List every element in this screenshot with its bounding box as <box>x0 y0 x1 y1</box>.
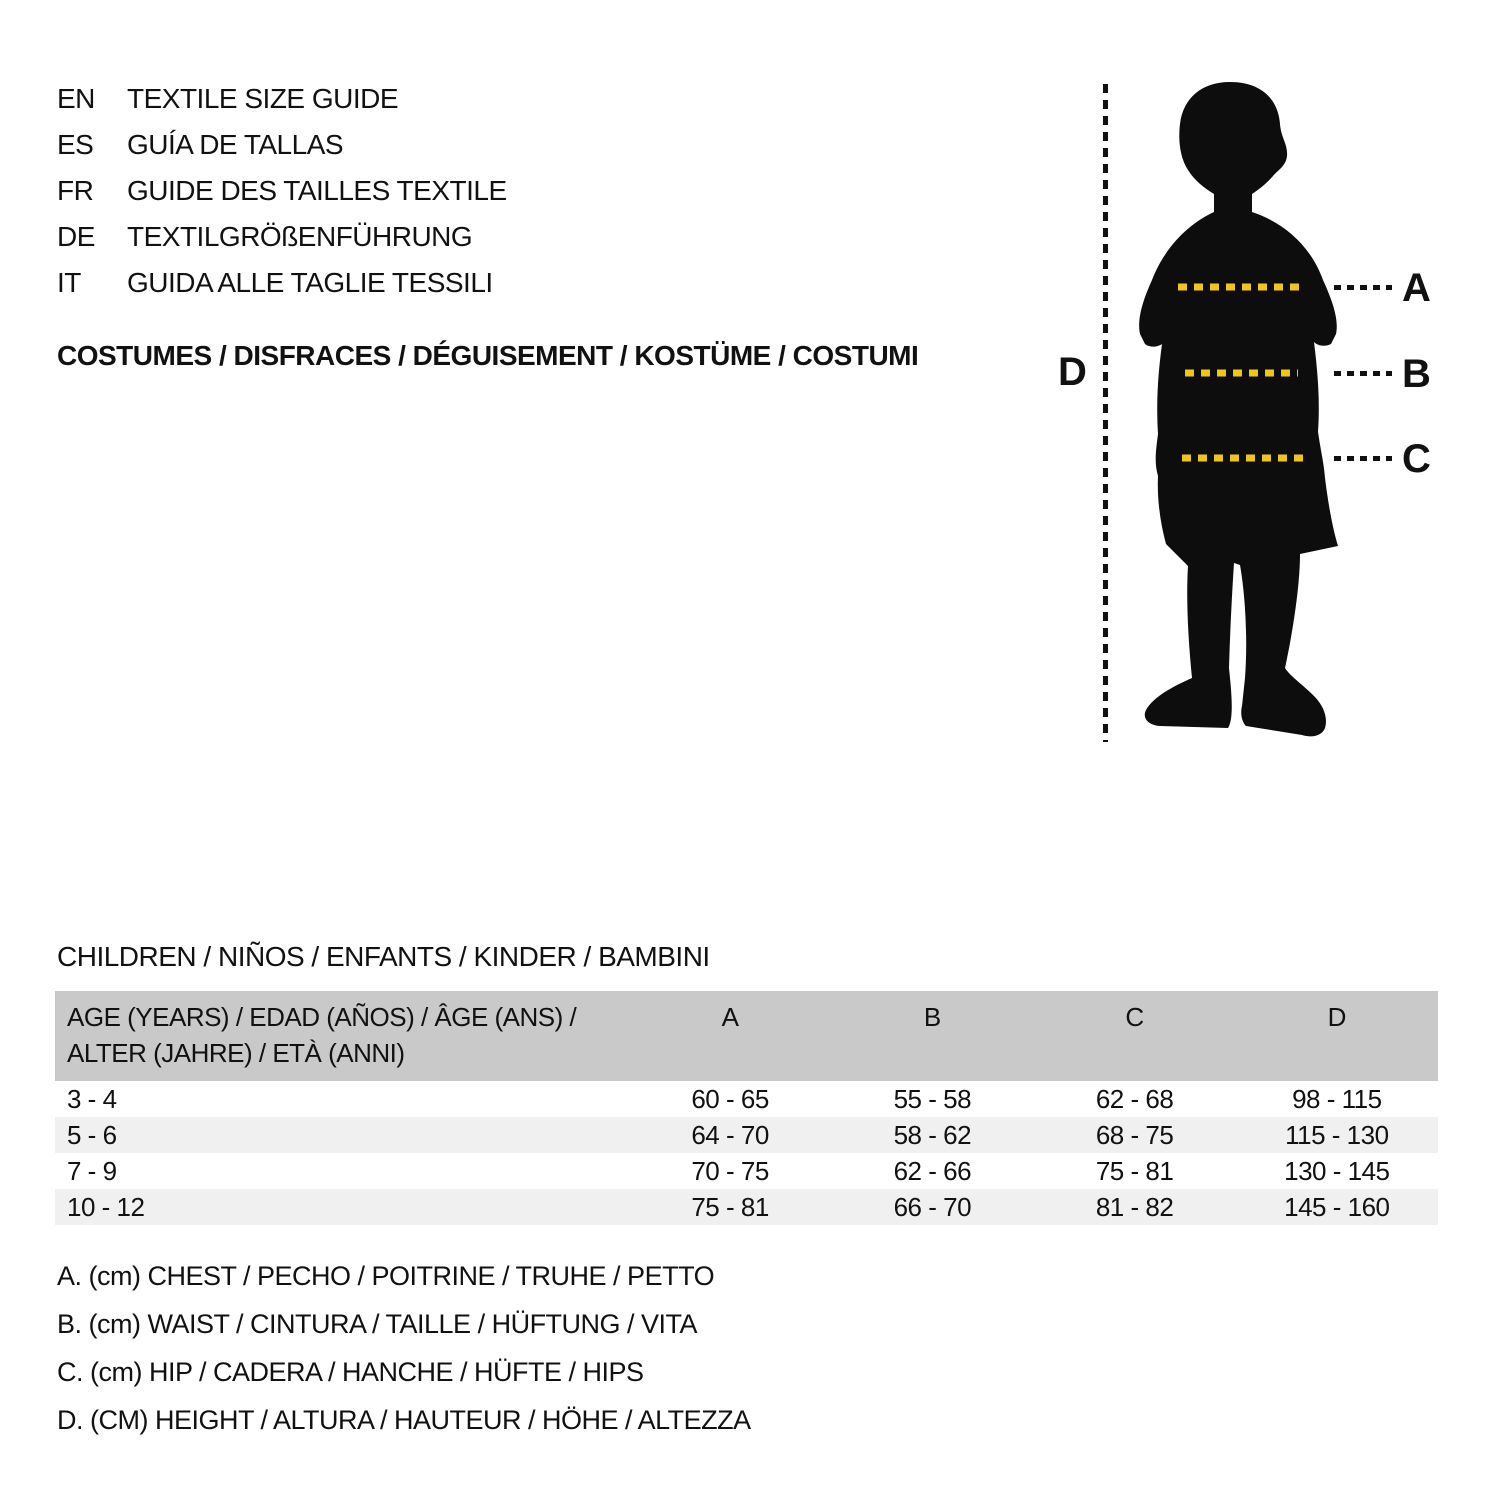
language-title: GUÍA DE TALLAS <box>127 129 344 160</box>
size-table <box>55 991 1438 1225</box>
language-title: TEXTILE SIZE GUIDE <box>127 83 399 114</box>
chest-connector-line <box>1334 285 1392 290</box>
age-column-header-line1: AGE (YEARS) / EDAD (AÑOS) / ÂGE (ANS) / <box>67 1002 577 1032</box>
language-title: GUIDA ALLE TAGLIE TESSILI <box>127 267 493 298</box>
legend-item-hip: C. (cm) HIP / CADERA / HANCHE / HÜFTE / HIPS <box>57 1356 644 1387</box>
waist-connector-line <box>1334 371 1392 376</box>
language-row-en <box>57 76 507 122</box>
chest-cell: 70 - 75 <box>691 1155 769 1186</box>
language-code: FR <box>57 175 94 206</box>
language-code: DE <box>57 221 95 252</box>
language-row-es <box>57 122 507 168</box>
chest-cell: 64 - 70 <box>691 1119 769 1150</box>
height-cell: 145 - 160 <box>1284 1191 1390 1222</box>
hip-cell: 81 - 82 <box>1095 1191 1174 1222</box>
column-header-a: A <box>721 1002 739 1032</box>
hip-cell: 75 - 81 <box>1095 1155 1174 1186</box>
waist-label: B <box>1402 352 1431 396</box>
language-row-fr <box>57 168 507 214</box>
table-row <box>55 1153 1438 1189</box>
hip-connector-line <box>1334 456 1392 461</box>
waist-cell: 58 - 62 <box>893 1119 972 1150</box>
waist-cell: 55 - 58 <box>893 1083 972 1114</box>
height-cell: 115 - 130 <box>1285 1119 1389 1150</box>
measurement-legend <box>57 1252 751 1444</box>
column-header-d: D <box>1327 1002 1346 1032</box>
table-row <box>55 1117 1438 1153</box>
legend-item-chest: A. (cm) CHEST / PECHO / POITRINE / TRUHE / PETTO <box>57 1260 715 1291</box>
age-cell: 7 - 9 <box>67 1155 117 1186</box>
column-header-b: B <box>923 1002 941 1032</box>
language-code: IT <box>57 267 81 298</box>
language-row-de <box>57 214 507 260</box>
height-cell: 130 - 145 <box>1284 1155 1390 1186</box>
language-code: ES <box>57 129 94 160</box>
age-cell: 5 - 6 <box>67 1119 117 1150</box>
hip-cell: 62 - 68 <box>1095 1083 1174 1114</box>
table-row <box>55 1081 1438 1117</box>
age-column-header-line2: ALTER (JAHRE) / ETÀ (ANNI) <box>67 1038 405 1068</box>
age-cell: 10 - 12 <box>67 1191 145 1222</box>
section-title-children: CHILDREN / NIÑOS / ENFANTS / KINDER / BAMBINI <box>57 941 710 972</box>
table-row <box>55 1189 1438 1225</box>
legend-item-height: D. (CM) HEIGHT / ALTURA / HAUTEUR / HÖHE / ALTEZZA <box>57 1404 751 1435</box>
legend-item-waist: B. (cm) WAIST / CINTURA / TAILLE / HÜFTUNG / VITA <box>57 1308 698 1339</box>
language-title-list <box>57 76 507 306</box>
hip-label: C <box>1402 437 1431 481</box>
language-title: GUIDE DES TAILLES TEXTILE <box>127 175 507 206</box>
child-silhouette <box>1130 78 1360 748</box>
height-label: D <box>1058 350 1087 394</box>
category-title: COSTUMES / DISFRACES / DÉGUISEMENT / KOSTÜME / COSTUMI <box>57 340 919 371</box>
age-column-header <box>55 999 629 1071</box>
language-code: EN <box>57 83 95 114</box>
hip-cell: 68 - 75 <box>1095 1119 1174 1150</box>
age-cell: 3 - 4 <box>67 1083 117 1114</box>
height-dashed-line <box>1103 84 1108 742</box>
chest-label: A <box>1402 266 1431 310</box>
child-silhouette-shape <box>1139 82 1338 736</box>
waist-cell: 66 - 70 <box>893 1191 972 1222</box>
waist-cell: 62 - 66 <box>893 1155 972 1186</box>
column-header-c: C <box>1125 1002 1144 1032</box>
chest-cell: 60 - 65 <box>691 1083 769 1114</box>
language-row-it <box>57 260 507 306</box>
language-title: TEXTILGRÖßENFÜHRUNG <box>127 221 473 252</box>
chest-cell: 75 - 81 <box>691 1191 769 1222</box>
size-table-header <box>55 991 1438 1081</box>
height-cell: 98 - 115 <box>1292 1083 1382 1114</box>
